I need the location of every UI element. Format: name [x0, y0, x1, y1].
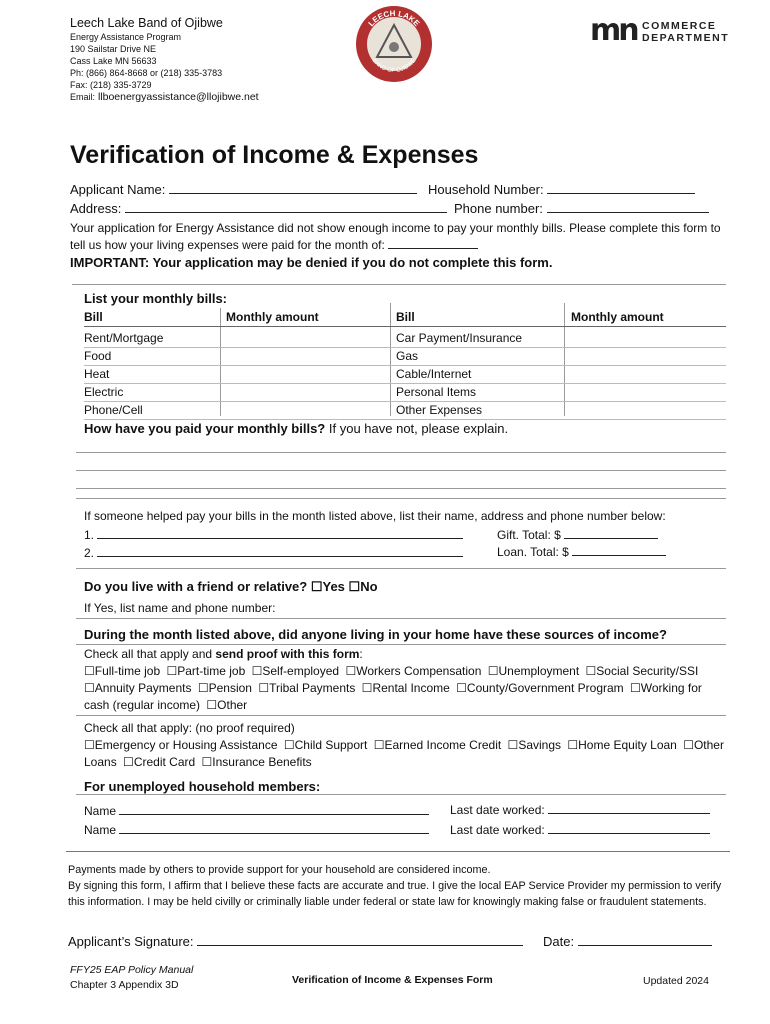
- option-label: Working for cash (regular income): [84, 681, 702, 712]
- income-source-option[interactable]: [456, 681, 624, 695]
- manual-name: FFY25 EAP Policy Manual: [70, 964, 194, 976]
- org-address-2: Cass Lake MN 56633: [70, 56, 157, 66]
- form-name: Verification of Income & Expenses Form: [292, 974, 493, 986]
- loan-total-field[interactable]: [497, 544, 666, 560]
- no-checkbox[interactable]: ☐: [348, 579, 361, 594]
- amount-line[interactable]: [390, 347, 726, 348]
- name-line[interactable]: [119, 803, 429, 815]
- dept-line-2: DEPARTMENT: [642, 32, 730, 44]
- name-label: Name: [84, 823, 117, 837]
- income-source-option[interactable]: [198, 681, 252, 695]
- checkbox[interactable]: ☐: [206, 698, 218, 712]
- income-source-option[interactable]: [284, 738, 367, 752]
- helper-line-1[interactable]: [84, 527, 463, 543]
- divider: [76, 498, 726, 499]
- income-source-option[interactable]: [252, 664, 339, 678]
- check-noproof-label: Check all that apply: (no proof required): [84, 721, 295, 735]
- amount-column-header: Monthly amount: [226, 310, 319, 324]
- seal-text: [356, 6, 432, 82]
- yes-label: Yes: [322, 579, 345, 594]
- disclaimer-p1: Payments made by others to provide support for your household are considered income.: [68, 864, 491, 876]
- option-label: Tribal Payments: [269, 681, 356, 695]
- option-label: Other Loans: [84, 738, 724, 769]
- income-source-option[interactable]: [123, 755, 195, 769]
- option-label: Part-time job: [177, 664, 246, 678]
- answer-line[interactable]: [76, 488, 726, 489]
- applicant-name-line[interactable]: [169, 182, 417, 194]
- paid-question-line: [84, 421, 508, 436]
- column-divider: [564, 303, 565, 416]
- loan-total-line[interactable]: [572, 544, 666, 556]
- option-label: Home Equity Loan: [578, 738, 677, 752]
- income-source-option[interactable]: [488, 664, 579, 678]
- option-label: Credit Card: [133, 755, 196, 769]
- last-date-label: Last date worked:: [450, 803, 545, 817]
- option-label: Workers Compensation: [356, 664, 482, 678]
- divider: [76, 644, 726, 645]
- important-note: IMPORTANT: Your application may be denied if you do not complete this form.: [70, 255, 553, 270]
- bills-heading: List your monthly bills:: [84, 291, 228, 306]
- income-source-option[interactable]: [84, 681, 191, 695]
- gift-total-line[interactable]: [564, 527, 658, 539]
- yes-checkbox[interactable]: ☐: [310, 579, 323, 594]
- option-label: Emergency or Housing Assistance: [94, 738, 278, 752]
- checkbox[interactable]: ☐: [166, 664, 178, 678]
- unemployed-name-1[interactable]: [84, 803, 429, 819]
- footer-manual: [70, 963, 193, 993]
- checkbox[interactable]: ☐: [507, 738, 519, 752]
- income-source-option[interactable]: [258, 681, 355, 695]
- checkbox[interactable]: ☐: [630, 681, 641, 695]
- paid-explain: If you have not, please explain.: [328, 421, 509, 436]
- checkbox[interactable]: ☐: [456, 681, 467, 695]
- checkbox[interactable]: ☐: [123, 755, 134, 769]
- checkbox[interactable]: ☐: [585, 664, 597, 678]
- address-field[interactable]: [70, 200, 447, 218]
- column-divider: [390, 303, 391, 416]
- bill-label: Rent/Mortgage: [84, 331, 164, 345]
- org-fax: Fax: (218) 335-3729: [70, 80, 152, 90]
- org-phone: Ph: (866) 864-8668 or (218) 335-3783: [70, 68, 223, 78]
- last-date-2[interactable]: [450, 822, 710, 838]
- checkbox[interactable]: ☐: [258, 681, 270, 695]
- checkbox[interactable]: ☐: [197, 681, 209, 695]
- no-label: No: [360, 579, 378, 594]
- gift-total-field[interactable]: [497, 527, 658, 543]
- column-divider: [220, 308, 221, 416]
- checkbox[interactable]: ☐: [345, 664, 357, 678]
- applicant-name-field[interactable]: [70, 181, 417, 199]
- proof-income-checklist: [84, 663, 724, 714]
- dept-line-1: COMMERCE: [642, 20, 717, 32]
- applicant-name-label: Applicant Name:: [70, 182, 166, 197]
- loan-label: Loan. Total: $: [497, 545, 569, 559]
- helped-text: If someone helped pay your bills in the month listed above, list their name, address and phone number below:: [84, 509, 666, 523]
- checkbox[interactable]: ☐: [373, 738, 385, 752]
- gift-label: Gift. Total: $: [497, 528, 561, 542]
- last-date-line[interactable]: [548, 822, 710, 834]
- checkbox[interactable]: ☐: [487, 664, 499, 678]
- checkbox[interactable]: ☐: [84, 664, 95, 678]
- last-date-line[interactable]: [548, 802, 710, 814]
- helper-number-2: 2.: [84, 546, 95, 560]
- signature-label: Applicant’s Signature:: [68, 934, 194, 949]
- address-label: Address:: [70, 201, 122, 216]
- sources-question: During the month listed above, did anyone living in your home have these sources of income?: [84, 627, 667, 642]
- dept-name: [642, 20, 729, 44]
- date-label: Date:: [543, 934, 575, 949]
- seal-text-top: LEECH LAKE: [366, 8, 422, 29]
- option-label: Full-time job: [94, 664, 161, 678]
- live-with-question-line: [84, 579, 378, 595]
- checkbox[interactable]: ☐: [283, 738, 295, 752]
- divider: [76, 568, 726, 569]
- program-name: Energy Assistance Program: [70, 32, 182, 42]
- income-source-option[interactable]: [362, 681, 450, 695]
- option-label: County/Government Program: [466, 681, 624, 695]
- svg-text:BAND OF OJIBWE: [371, 58, 418, 74]
- tribal-seal-logo: [356, 6, 432, 82]
- email-label: Email:: [70, 92, 96, 102]
- check-proof-bold: send proof with this form: [215, 647, 360, 661]
- live-with-question: Do you live with a friend or relative?: [84, 579, 308, 594]
- date-field[interactable]: [543, 934, 712, 949]
- intro-text: [70, 220, 730, 254]
- income-source-option[interactable]: [84, 664, 160, 678]
- org-name: Leech Lake Band of Ojibwe: [70, 16, 223, 30]
- live-with-ifyes: If Yes, list name and phone number:: [84, 601, 276, 615]
- org-address-1: 190 Sailstar Drive NE: [70, 44, 157, 54]
- option-label: Rental Income: [372, 681, 450, 695]
- bill-label: Electric: [84, 385, 124, 399]
- income-source-option[interactable]: [84, 738, 278, 752]
- divider: [66, 851, 730, 852]
- mn-logo-mark: mn: [590, 13, 637, 48]
- checkbox[interactable]: ☐: [84, 738, 95, 752]
- divider: [72, 284, 726, 285]
- noproof-income-checklist: [84, 737, 724, 771]
- last-date-label: Last date worked:: [450, 823, 545, 837]
- bill-label: Other Expenses: [396, 403, 483, 417]
- checkbox[interactable]: ☐: [251, 664, 263, 678]
- divider: [76, 715, 726, 716]
- helper-line-2-blank[interactable]: [97, 545, 463, 557]
- check-proof-suffix: :: [359, 647, 363, 661]
- income-source-option[interactable]: [567, 738, 677, 752]
- svg-text:LEECH LAKE: [367, 9, 422, 29]
- option-label: Earned Income Credit: [384, 738, 502, 752]
- unemployed-name-2[interactable]: [84, 822, 429, 838]
- household-number-field[interactable]: [428, 181, 695, 199]
- paid-question: How have you paid your monthly bills?: [84, 421, 326, 436]
- option-label: Savings: [518, 738, 562, 752]
- income-source-option[interactable]: [202, 755, 312, 769]
- chapter-name: Chapter 3 Appendix 3D: [70, 979, 179, 991]
- option-label: Unemployment: [498, 664, 580, 678]
- income-source-option[interactable]: [345, 664, 481, 678]
- helper-line-1-blank[interactable]: [97, 527, 463, 539]
- income-source-option[interactable]: [206, 698, 247, 712]
- org-email: llboenergyassistance@llojibwe.net: [97, 91, 259, 103]
- bill-label: Heat: [84, 367, 110, 381]
- bill-label: Phone/Cell: [84, 403, 143, 417]
- check-proof-prefix: Check all that apply and: [84, 647, 216, 661]
- option-label: Self-employed: [262, 664, 340, 678]
- option-label: Other: [217, 698, 248, 712]
- bill-label: Food: [84, 349, 112, 363]
- seal-text-bottom: BAND OF OJIBWE: [370, 57, 418, 75]
- disclaimer-p2: By signing this form, I affirm that I believe these facts are accurate and true. I give the local EAP Service Provider my permission to verify this information. I may be held civilly or criminally liable under federal or state law for knowingly making false or fraudulent statements.: [68, 880, 722, 908]
- amount-line[interactable]: [84, 419, 390, 420]
- option-label: Social Security/SSI: [596, 664, 699, 678]
- phone-number-label: Phone number:: [454, 201, 543, 216]
- option-label: Annuity Payments: [94, 681, 192, 695]
- amount-line[interactable]: [390, 419, 726, 420]
- amount-line[interactable]: [84, 365, 390, 366]
- helper-line-2[interactable]: [84, 545, 463, 561]
- bill-label: Personal Items: [396, 385, 477, 399]
- income-source-option[interactable]: [166, 664, 245, 678]
- answer-line[interactable]: [76, 452, 726, 453]
- bill-label: Cable/Internet: [396, 367, 472, 381]
- checkbox[interactable]: ☐: [201, 755, 213, 769]
- household-number-label: Household Number:: [428, 182, 544, 197]
- check-proof-line: [84, 646, 363, 663]
- month-line[interactable]: [388, 237, 478, 249]
- address-line[interactable]: [125, 201, 447, 213]
- checkbox[interactable]: ☐: [683, 738, 694, 752]
- bill-column-header: Bill: [396, 310, 415, 324]
- amount-line[interactable]: [84, 383, 390, 384]
- org-email-line: [70, 91, 259, 104]
- phone-number-field[interactable]: [454, 200, 709, 218]
- signature-field[interactable]: [68, 934, 523, 949]
- name-label: Name: [84, 804, 117, 818]
- income-source-option[interactable]: [508, 738, 561, 752]
- income-source-option[interactable]: [586, 664, 699, 678]
- intro-sentence: Your application for Energy Assistance did not show enough income to pay your monthly bills. Please complete this form to tell us how your living expenses were paid for the month of:: [70, 221, 721, 252]
- updated-date: Updated 2024: [643, 975, 709, 987]
- bill-column-header: Bill: [84, 310, 103, 324]
- income-source-option[interactable]: [374, 738, 502, 752]
- helper-number-1: 1.: [84, 528, 95, 542]
- amount-column-header: Monthly amount: [571, 310, 664, 324]
- household-number-line[interactable]: [547, 182, 695, 194]
- answer-line[interactable]: [76, 470, 726, 471]
- option-label: Pension: [208, 681, 252, 695]
- answer-line[interactable]: [76, 618, 726, 619]
- amount-line[interactable]: [84, 347, 390, 348]
- organization-block: [70, 16, 259, 104]
- checkbox[interactable]: ☐: [361, 681, 373, 695]
- option-label: Insurance Benefits: [212, 755, 312, 769]
- checkbox[interactable]: ☐: [84, 681, 95, 695]
- bill-label: Gas: [396, 349, 419, 363]
- date-line[interactable]: [578, 934, 712, 946]
- divider: [76, 794, 726, 795]
- bill-label: Car Payment/Insurance: [396, 331, 523, 345]
- last-date-1[interactable]: [450, 802, 710, 818]
- checkbox[interactable]: ☐: [567, 738, 579, 752]
- phone-number-line[interactable]: [547, 201, 709, 213]
- page-title: Verification of Income & Expenses: [70, 141, 479, 169]
- name-line[interactable]: [119, 822, 429, 834]
- commerce-department-logo: [590, 13, 730, 48]
- option-label: Child Support: [294, 738, 368, 752]
- table-header-rule: [84, 326, 726, 327]
- unemployed-heading: For unemployed household members:: [84, 779, 321, 794]
- signature-line[interactable]: [197, 934, 523, 946]
- disclaimer: [68, 862, 728, 910]
